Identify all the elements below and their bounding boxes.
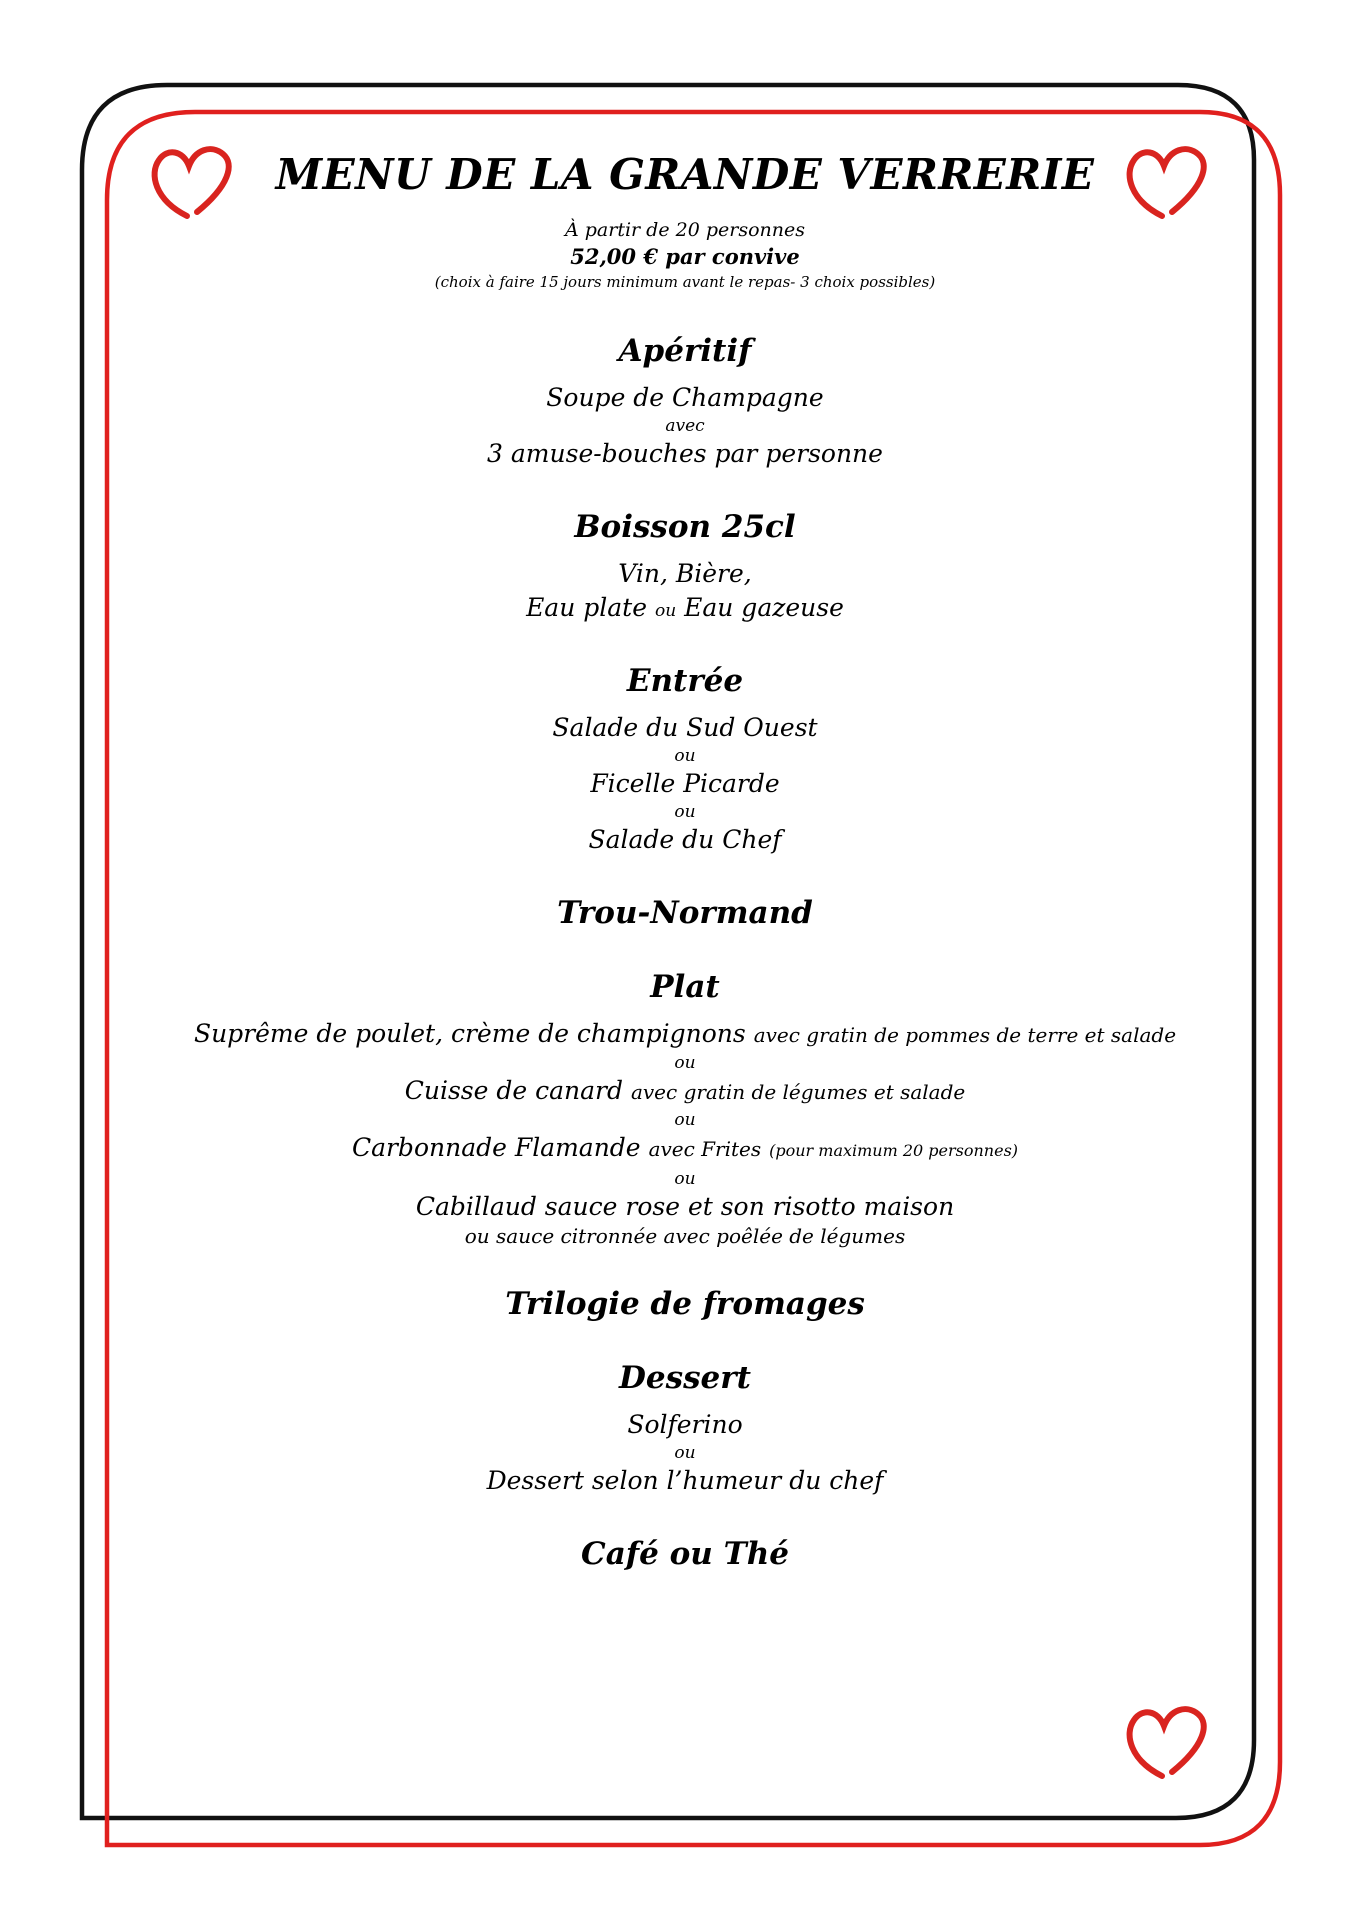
- dessert-title: Dessert: [619, 1360, 751, 1396]
- dish-name: Cuisse de canard: [404, 1076, 623, 1105]
- or-separator: ou: [674, 1053, 696, 1073]
- dish-side: avec Frites: [648, 1137, 762, 1161]
- boisson-water-line: [120, 591, 1250, 625]
- or-separator: ou: [674, 1110, 696, 1130]
- plat-dish: [120, 1074, 1250, 1109]
- water-option: Eau gazeuse: [684, 593, 844, 622]
- plat-title: Plat: [650, 969, 720, 1005]
- aperitif-item: 3 amuse-bouches par personne: [487, 439, 883, 468]
- plat-dish: [120, 1017, 1250, 1052]
- trou-normand-title: Trou-Normand: [557, 895, 813, 931]
- dish-alternative: ou sauce citronnée avec poêlée de légumes: [464, 1224, 906, 1248]
- boisson-line: Vin, Bière,: [618, 559, 752, 588]
- min-people: À partir de 20 personnes: [565, 219, 805, 241]
- or-separator: ou: [674, 802, 696, 822]
- dish-name: Suprême de poulet, crème de champignons: [193, 1019, 746, 1048]
- entree-item: Salade du Sud Ouest: [552, 713, 818, 742]
- aperitif-item: Soupe de Champagne: [546, 383, 824, 412]
- or-separator: ou: [674, 746, 696, 766]
- heart-icon-bottom-right: [1120, 1702, 1216, 1782]
- dish-side: avec gratin de pommes de terre et salade: [753, 1023, 1177, 1047]
- dessert-item: Dessert selon l’humeur du chef: [486, 1466, 884, 1495]
- boisson-title: Boisson 25cl: [574, 509, 796, 545]
- dessert-item: Solferino: [627, 1410, 743, 1439]
- entree-item: Ficelle Picarde: [590, 769, 780, 798]
- dish-name: Carbonnade Flamande: [351, 1133, 641, 1162]
- price: 52,00 € par convive: [570, 244, 800, 269]
- plat-dish: [120, 1131, 1250, 1168]
- dish-note: (pour maximum 20 personnes): [769, 1141, 1019, 1160]
- menu-content: [120, 150, 1250, 1572]
- fromages-title: Trilogie de fromages: [505, 1286, 865, 1322]
- water-option: Eau plate: [526, 593, 648, 622]
- dish-side: avec gratin de légumes et salade: [630, 1080, 966, 1104]
- entree-item: Salade du Chef: [588, 825, 782, 854]
- or-separator: ou: [674, 1443, 696, 1463]
- aperitif-title: Apéritif: [618, 333, 752, 369]
- menu-title: MENU DE LA GRANDE VERRERIE: [275, 150, 1095, 199]
- choice-note: (choix à faire 15 jours minimum avant le repas- 3 choix possibles): [434, 273, 936, 291]
- or-separator: ou: [674, 1169, 696, 1189]
- plat-dish: Cabillaud sauce rose et son risotto maison: [415, 1192, 955, 1221]
- cafe-title: Café ou Thé: [581, 1536, 789, 1572]
- or-separator: ou: [654, 601, 677, 621]
- aperitif-joiner: avec: [665, 416, 705, 436]
- entree-title: Entrée: [626, 663, 744, 699]
